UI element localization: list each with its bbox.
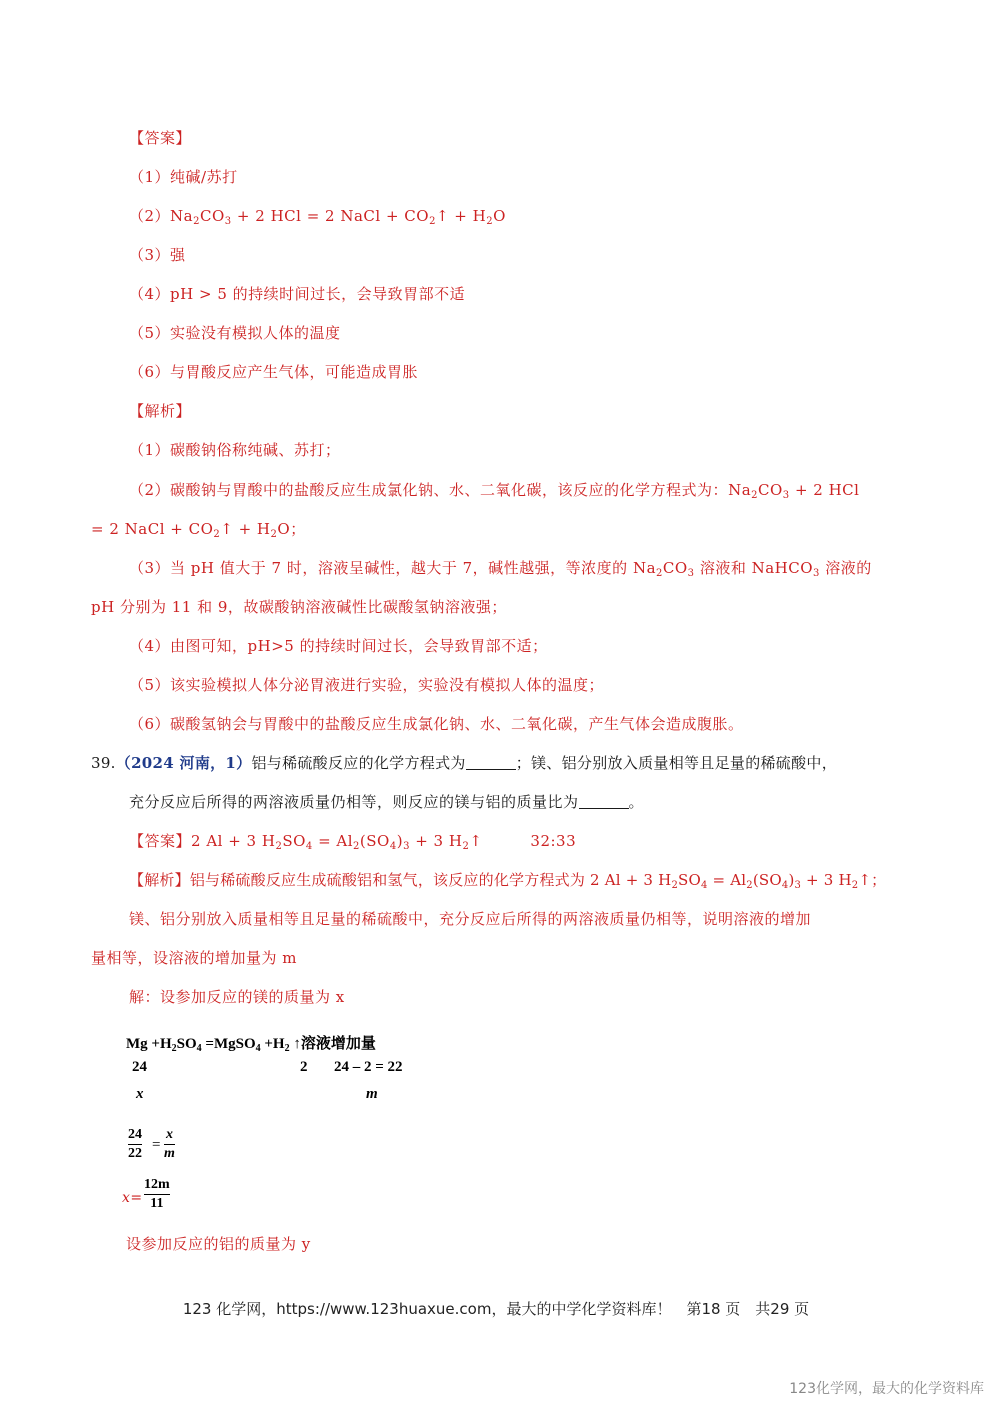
fraction-numerator: 12m [144,1177,170,1192]
analysis-heading: 【解析】 [129,402,192,420]
fraction-12m-11 [144,1176,170,1213]
answer-4: （4）pH > 5 的持续时间过长，会导致胃部不适 [129,285,466,303]
analysis-2-equation-end: = 2 NaCl + $CO_2↑ + H_2O$； [91,520,306,540]
answer-blank-1[interactable] [466,755,516,770]
question-39 [91,753,837,773]
q39-analysis-2: 镁、铝分别放入质量相等且足量的稀硫酸中，充分反应后所得的两溶液质量仍相等，说明溶液的增加 [129,910,812,928]
eq-var-m: m [366,1086,378,1102]
analysis-4: （4）由图可知，pH>5 的持续时间过长，会导致胃部不适； [129,637,548,655]
analysis-6: （6）碳酸氢钠会与胃酸中的盐酸反应生成氯化钠、水、二氧化碳，产生气体会造成腹胀。 [129,715,744,733]
analysis-2-equation-start: $Na_2CO_3 + 2$ HCl [728,481,860,501]
mg-equation-label: 溶液增加量 [300,1036,376,1052]
fraction-numerator: x [165,1127,173,1142]
answer-blank-2[interactable] [579,794,629,809]
analysis-3: （3）当 pH 值大于 7 时，溶液呈碱性，越大于 7，碱性越强，等浓度的 $Na_2CO_3$ 溶液和 NaHCO$_3$ 溶液的 [129,559,872,579]
q39-analysis [129,870,886,890]
question-source: （2024 河南，1） [115,754,252,772]
analysis-5: （5）该实验模拟人体分泌胃液进行实验，实验没有模拟人体的温度； [129,676,605,694]
answer-2 [129,206,506,226]
question-number: 39. [91,754,116,772]
q39-solve-2: 设参加反应的铝的质量为 y [126,1235,311,1253]
answer-2-prefix: （2） [129,207,171,225]
analysis-3-text-c: 溶液的 [825,559,872,577]
answer-2-equation: $Na_2CO_3 + 2$ HCl = 2 NaCl + $CO_2↑ + H_2O$ [170,207,506,227]
analysis-2 [129,480,859,500]
answer-6: （6）与胃酸反应产生气体，可能造成胃胀 [129,363,419,381]
analysis-3-text-b: 溶液和 [699,559,747,577]
answer-5: （5）实验没有模拟人体的温度 [129,324,341,342]
q39-answer [129,831,576,851]
q39-analysis-equation: 2 Al + 3 $H_2SO_4 = Al_2(SO_4)_3 + 3$ $H_2↑$； [589,871,887,891]
watermark: 123化学网，最大的化学资料库 [789,1381,984,1397]
question-text-4: 。 [628,793,645,811]
answer-1: （1）纯碱/苏打 [129,168,238,186]
question-text-3: 充分反应后所得的两溶液质量仍相等，则反应的镁与铝的质量比为 [129,793,579,811]
question-text-1: 铝与稀硫酸反应的化学方程式为 [251,754,466,772]
eq-coef-24: 24 [132,1059,147,1075]
fraction-numerator: 24 [128,1127,142,1142]
answer-heading: 【答案】 [129,129,192,147]
fraction-denominator: 22 [128,1146,142,1161]
q39-answer-ratio: 32:33 [530,832,577,850]
fraction-x-m [164,1126,175,1163]
fraction-denominator: m [164,1146,175,1161]
q39-answer-equation: 2 Al + 3 $H_2SO_4 = Al_2(SO_4)_3 + 3$ $H_2↑$ [191,832,483,852]
question-39-line2 [129,792,644,812]
equals-sign: = [152,1137,161,1153]
fraction-24-22 [128,1126,142,1163]
q39-analysis-3: 量相等，设溶液的增加量为 m [91,949,297,967]
eq-var-x: x [136,1086,144,1102]
eq-difference: 24 – 2 = 22 [334,1059,403,1075]
analysis-2-text: （2）碳酸钠与胃酸中的盐酸反应生成氯化钠、水、二氧化碳，该反应的化学方程式为： [129,481,729,499]
answer-3: （3）强 [129,246,186,264]
q39-analysis-label: 【解析】 [129,871,190,889]
x-equals: x= [122,1190,143,1206]
analysis-3-cont: pH 分别为 11 和 9，故碳酸钠溶液碱性比碳酸氢钠溶液强； [91,598,507,616]
analysis-3-text-a: （3）当 pH 值大于 7 时，溶液呈碱性，越大于 7，碱性越强，等浓度的 [129,559,628,577]
analysis-1: （1）碳酸钠俗称纯碱、苏打； [129,441,341,459]
page-footer: 123 化学网，https://www.123huaxue.com，最大的中学化学资料库！ 第18 页 共29 页 [182,1300,810,1318]
fraction-denominator: 11 [150,1196,164,1211]
question-text-2: ；镁、铝分别放入质量相等且足量的稀硫酸中， [515,754,837,772]
q39-analysis-text-1: 铝与稀硫酸反应生成硫酸铝和氢气，该反应的化学方程式为 [189,871,586,889]
q39-solve-1: 解：设参加反应的镁的质量为 x [129,988,345,1006]
q39-answer-label: 【答案】 [129,832,192,850]
eq-coef-2: 2 [300,1059,308,1075]
mg-equation: $Mg +H_2SO_4$ =MgSO$_4$ $+H_2$ ↑溶液增加量 [126,1036,376,1054]
